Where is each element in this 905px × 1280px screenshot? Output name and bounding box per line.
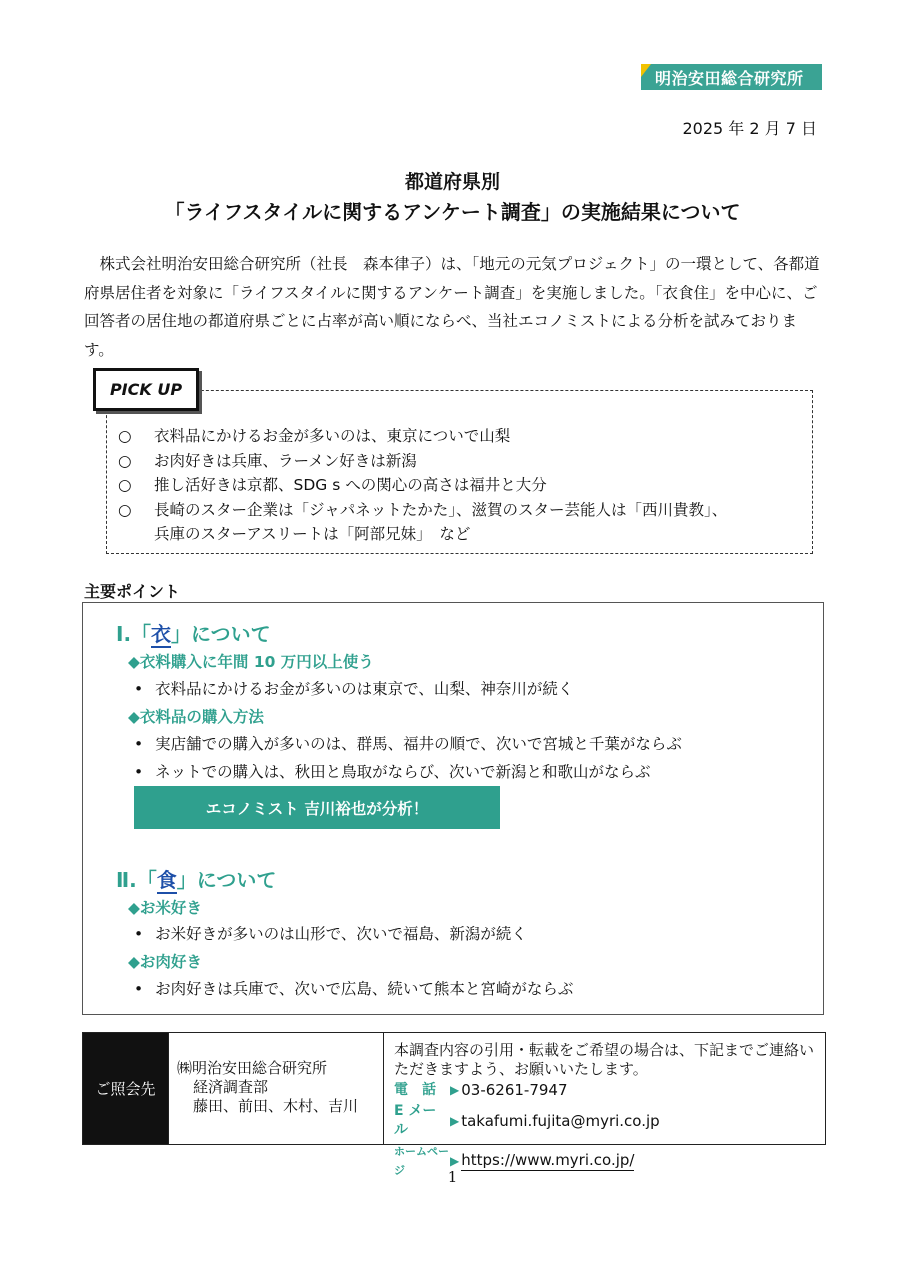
logo-mark (641, 64, 651, 77)
circle-marker: ○ (118, 427, 132, 445)
circle-marker: ○ (118, 476, 132, 494)
sub-heading-purchase-method: ◆衣料品の購入方法 (128, 708, 264, 726)
contact-info (383, 1033, 825, 1177)
email-label: E メール (394, 1103, 437, 1138)
phone-label: 電 話 (394, 1082, 436, 1098)
homepage-link[interactable]: https://www.myri.co.jp/ (461, 1151, 635, 1169)
contact-note: 本調査内容の引用・転載をご希望の場合は、下記までご連絡いただきますよう、お願いいたします。 (394, 1041, 815, 1078)
contact-organization (168, 1033, 383, 1144)
key-points-heading: 主要ポイント (84, 582, 181, 601)
section-prefix: Ⅰ.「 (116, 622, 152, 646)
bullet-meat: • お肉好きは兵庫で、次いで広島、続いて熊本と宮崎がならぶ (134, 977, 573, 999)
section-prefix: Ⅱ.「 (116, 868, 157, 892)
contact-table (82, 1032, 826, 1177)
logo-text: 明治安田総合研究所 (655, 68, 804, 88)
section-suffix: 」について (176, 868, 277, 892)
sub-heading-meat: ◆お肉好き (128, 953, 202, 971)
pickup-item (118, 473, 808, 498)
section-kanji: 食 (156, 868, 177, 892)
page-number: 1 (447, 1168, 458, 1186)
intro-paragraph: 株式会社明治安田総合研究所（社長 森本律子）は、「地元の元気プロジェクト」の一環として、各都道府県居住者を対象に「ライフスタイルに関するアンケート調査」を実施しました。「衣食住」を中心に、ご回答者の居住地の都道府県ごとに占率が高い順にならべ、当社エコノミストによる分析を試みております。 (84, 255, 820, 359)
phone-number[interactable]: 03-6261-7947 (461, 1081, 568, 1099)
pickup-item-text: 推し活好きは京都、SDG s への関心の高さは福井と大分 (154, 476, 547, 494)
phone-row (394, 1081, 825, 1100)
pickup-item-text: お肉好きは兵庫、ラーメン好きは新潟 (154, 451, 417, 470)
email-row (394, 1102, 825, 1140)
arrow-icon: ▶ (450, 1113, 460, 1128)
web-label: ホームページ (394, 1145, 449, 1177)
title-line-2: 「ライフスタイルに関するアンケート調査」の実施結果について (164, 200, 741, 224)
section-clothing-heading (116, 618, 271, 647)
staff-names: 藤田、前田、木村、吉川 (193, 1097, 359, 1115)
pickup-item (118, 498, 808, 547)
economist-analysis-button[interactable]: エコノミスト 吉川裕也が分析！ (134, 786, 500, 829)
section-food-heading (116, 864, 276, 893)
pickup-list (118, 424, 808, 547)
bullet-store-purchase: • 実店舗での購入が多いのは、群馬、福井の順で、次いで宮城と千葉がならぶ (134, 732, 682, 754)
circle-marker: ○ (118, 451, 132, 470)
pickup-item (118, 449, 808, 474)
bullet-clothing-spend: • 衣料品にかけるお金が多いのは東京で、山梨、神奈川が続く (134, 677, 573, 699)
email-link[interactable]: takafumi.fujita@myri.co.jp (461, 1111, 660, 1130)
department: 経済調査部 (193, 1078, 269, 1096)
pickup-label: PICK UP (93, 368, 199, 411)
pickup-item-text: 衣料品にかけるお金が多いのは、東京についで山梨 (154, 427, 511, 445)
contact-label: ご照会先 (83, 1033, 168, 1144)
title-line-1: 都道府県別 (404, 171, 500, 193)
org-name: ㈱明治安田総合研究所 (177, 1059, 328, 1077)
pickup-item-text: 長崎のスター企業は「ジャパネットたかた」、滋賀のスター芸能人は「西川貴教」、 兵庫のスターアスリートは「阿部兄妹」 など (154, 500, 728, 543)
section-kanji: 衣 (151, 622, 172, 646)
bullet-online-purchase: • ネットでの購入は、秋田と鳥取がならび、次いで新潟と和歌山がならぶ (134, 760, 651, 782)
pickup-item (118, 424, 808, 449)
company-logo (641, 64, 822, 90)
circle-marker: ○ (118, 500, 132, 519)
bullet-rice: • お米好きが多いのは山形で、次いで福島、新潟が続く (134, 922, 527, 944)
arrow-icon: ▶ (450, 1083, 460, 1097)
release-date: 2025 年 2 月 7 日 (682, 119, 817, 138)
arrow-icon: ▶ (450, 1153, 460, 1168)
section-suffix: 」について (171, 622, 271, 646)
sub-heading-rice: ◆お米好き (128, 899, 202, 917)
sub-heading-clothing-spend: ◆衣料購入に年間 10 万円以上使う (128, 653, 374, 671)
